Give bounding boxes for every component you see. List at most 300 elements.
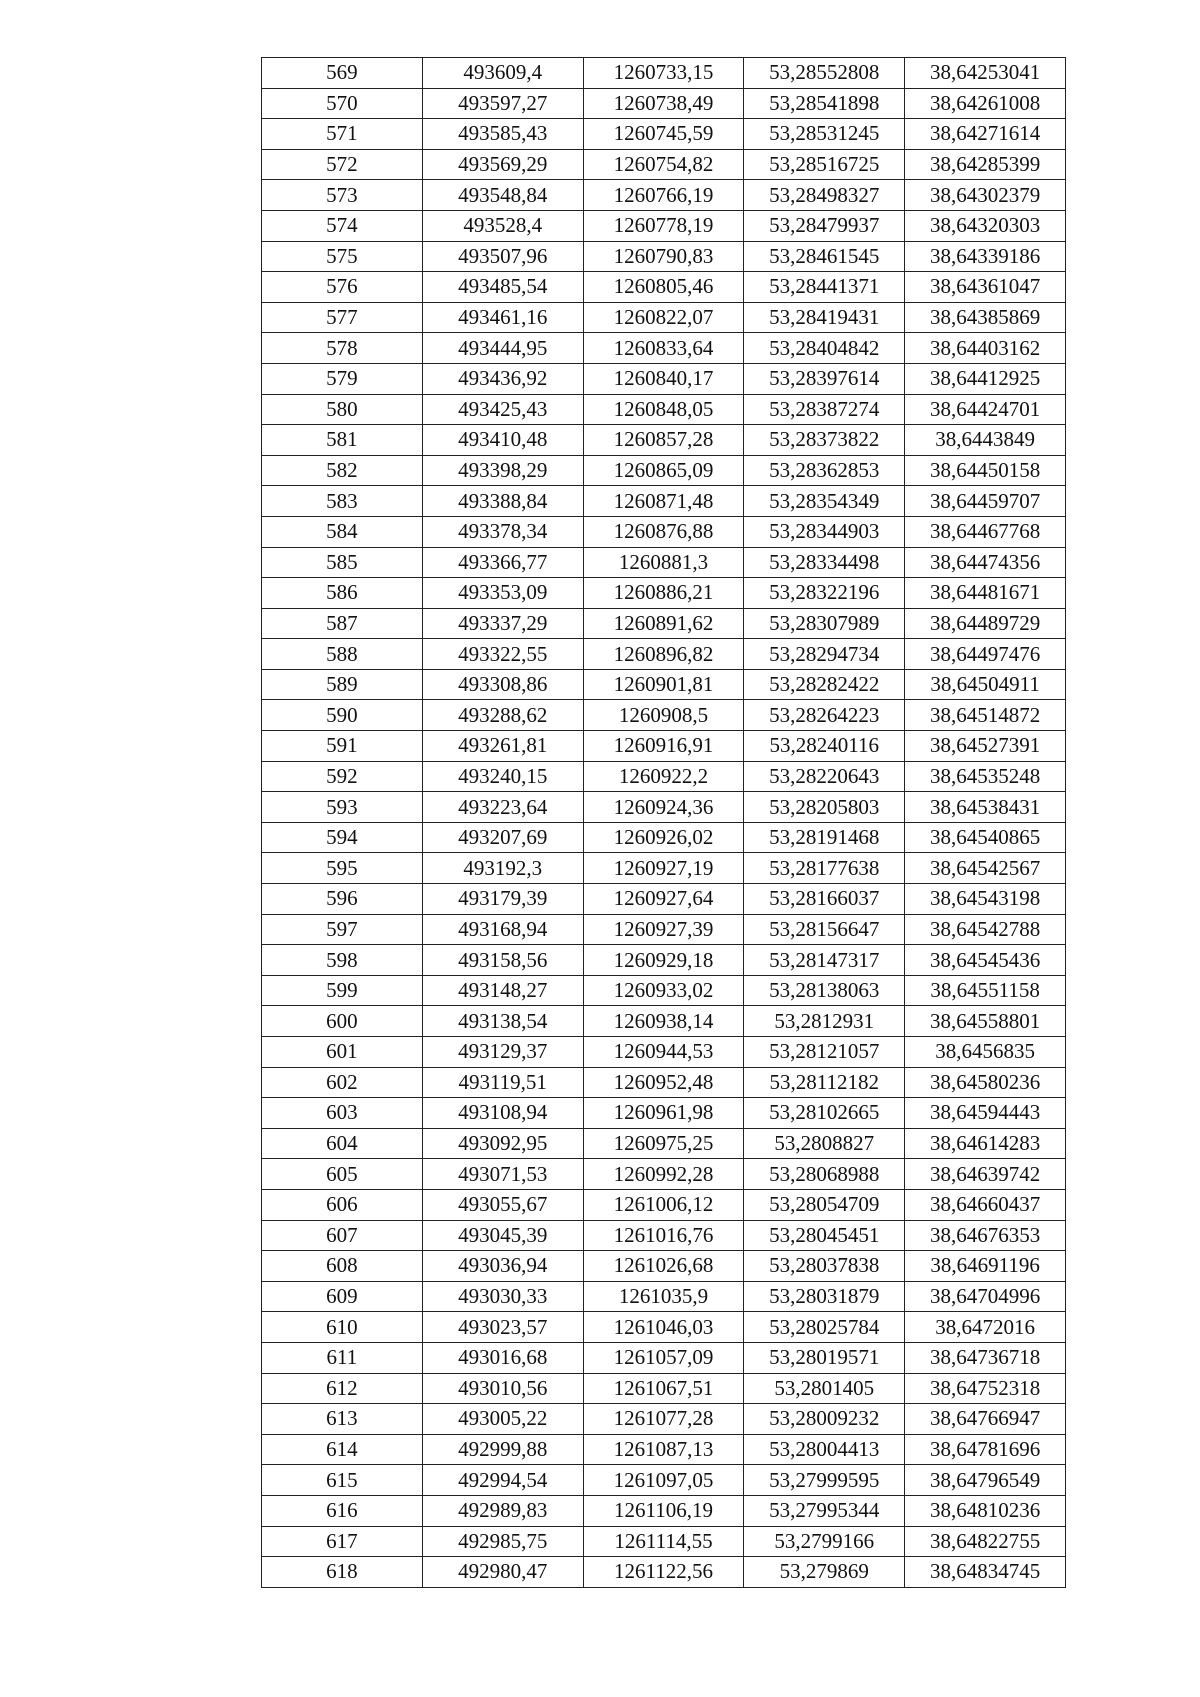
x-coordinate-cell: 493548,84 bbox=[422, 180, 583, 211]
longitude-cell: 38,64545436 bbox=[905, 945, 1066, 976]
longitude-cell: 38,64489729 bbox=[905, 608, 1066, 639]
table-row bbox=[262, 1557, 1066, 1588]
x-coordinate-cell: 493288,62 bbox=[422, 700, 583, 731]
table-row bbox=[262, 1312, 1066, 1343]
x-coordinate-cell: 493207,69 bbox=[422, 822, 583, 853]
table-row bbox=[262, 1189, 1066, 1220]
y-coordinate-cell: 1260790,83 bbox=[583, 241, 744, 272]
y-coordinate-cell: 1260833,64 bbox=[583, 333, 744, 364]
point-number-cell: 576 bbox=[262, 272, 423, 303]
latitude-cell: 53,28419431 bbox=[744, 302, 905, 333]
point-number-cell: 581 bbox=[262, 425, 423, 456]
latitude-cell: 53,28121057 bbox=[744, 1037, 905, 1068]
table-row bbox=[262, 1404, 1066, 1435]
y-coordinate-cell: 1260848,05 bbox=[583, 394, 744, 425]
point-number-cell: 605 bbox=[262, 1159, 423, 1190]
point-number-cell: 585 bbox=[262, 547, 423, 578]
y-coordinate-cell: 1260865,09 bbox=[583, 455, 744, 486]
latitude-cell: 53,28498327 bbox=[744, 180, 905, 211]
latitude-cell: 53,28045451 bbox=[744, 1220, 905, 1251]
longitude-cell: 38,64481671 bbox=[905, 578, 1066, 609]
point-number-cell: 606 bbox=[262, 1189, 423, 1220]
latitude-cell: 53,28019571 bbox=[744, 1342, 905, 1373]
x-coordinate-cell: 493398,29 bbox=[422, 455, 583, 486]
point-number-cell: 618 bbox=[262, 1557, 423, 1588]
x-coordinate-cell: 493023,57 bbox=[422, 1312, 583, 1343]
table-row bbox=[262, 1495, 1066, 1526]
latitude-cell: 53,28516725 bbox=[744, 149, 905, 180]
table-row bbox=[262, 853, 1066, 884]
x-coordinate-cell: 492994,54 bbox=[422, 1465, 583, 1496]
latitude-cell: 53,28240116 bbox=[744, 731, 905, 762]
y-coordinate-cell: 1261122,56 bbox=[583, 1557, 744, 1588]
x-coordinate-cell: 493461,16 bbox=[422, 302, 583, 333]
table-row bbox=[262, 578, 1066, 609]
table-row bbox=[262, 731, 1066, 762]
table-row bbox=[262, 58, 1066, 89]
point-number-cell: 571 bbox=[262, 119, 423, 150]
x-coordinate-cell: 493597,27 bbox=[422, 88, 583, 119]
y-coordinate-cell: 1261057,09 bbox=[583, 1342, 744, 1373]
table-row bbox=[262, 425, 1066, 456]
table-row bbox=[262, 455, 1066, 486]
y-coordinate-cell: 1260871,48 bbox=[583, 486, 744, 517]
latitude-cell: 53,28387274 bbox=[744, 394, 905, 425]
longitude-cell: 38,64676353 bbox=[905, 1220, 1066, 1251]
x-coordinate-cell: 493223,64 bbox=[422, 792, 583, 823]
latitude-cell: 53,28461545 bbox=[744, 241, 905, 272]
table-row bbox=[262, 1037, 1066, 1068]
point-number-cell: 602 bbox=[262, 1067, 423, 1098]
point-number-cell: 582 bbox=[262, 455, 423, 486]
x-coordinate-cell: 493168,94 bbox=[422, 914, 583, 945]
longitude-cell: 38,64385869 bbox=[905, 302, 1066, 333]
latitude-cell: 53,28191468 bbox=[744, 822, 905, 853]
latitude-cell: 53,279869 bbox=[744, 1557, 905, 1588]
latitude-cell: 53,28307989 bbox=[744, 608, 905, 639]
point-number-cell: 599 bbox=[262, 975, 423, 1006]
point-number-cell: 614 bbox=[262, 1434, 423, 1465]
y-coordinate-cell: 1260924,36 bbox=[583, 792, 744, 823]
longitude-cell: 38,64752318 bbox=[905, 1373, 1066, 1404]
latitude-cell: 53,28294734 bbox=[744, 639, 905, 670]
x-coordinate-cell: 493444,95 bbox=[422, 333, 583, 364]
table-row bbox=[262, 394, 1066, 425]
y-coordinate-cell: 1260927,39 bbox=[583, 914, 744, 945]
y-coordinate-cell: 1261106,19 bbox=[583, 1495, 744, 1526]
longitude-cell: 38,64594443 bbox=[905, 1098, 1066, 1129]
coordinates-table-body bbox=[262, 58, 1066, 1588]
x-coordinate-cell: 493410,48 bbox=[422, 425, 583, 456]
latitude-cell: 53,28404842 bbox=[744, 333, 905, 364]
y-coordinate-cell: 1260754,82 bbox=[583, 149, 744, 180]
latitude-cell: 53,27999595 bbox=[744, 1465, 905, 1496]
longitude-cell: 38,64540865 bbox=[905, 822, 1066, 853]
y-coordinate-cell: 1260840,17 bbox=[583, 363, 744, 394]
longitude-cell: 38,64271614 bbox=[905, 119, 1066, 150]
latitude-cell: 53,28264223 bbox=[744, 700, 905, 731]
y-coordinate-cell: 1260766,19 bbox=[583, 180, 744, 211]
point-number-cell: 588 bbox=[262, 639, 423, 670]
table-row bbox=[262, 180, 1066, 211]
y-coordinate-cell: 1260738,49 bbox=[583, 88, 744, 119]
y-coordinate-cell: 1260901,81 bbox=[583, 669, 744, 700]
longitude-cell: 38,6472016 bbox=[905, 1312, 1066, 1343]
y-coordinate-cell: 1260881,3 bbox=[583, 547, 744, 578]
table-row bbox=[262, 149, 1066, 180]
longitude-cell: 38,64285399 bbox=[905, 149, 1066, 180]
table-row bbox=[262, 945, 1066, 976]
x-coordinate-cell: 493366,77 bbox=[422, 547, 583, 578]
y-coordinate-cell: 1261016,76 bbox=[583, 1220, 744, 1251]
x-coordinate-cell: 492989,83 bbox=[422, 1495, 583, 1526]
x-coordinate-cell: 492985,75 bbox=[422, 1526, 583, 1557]
x-coordinate-cell: 493388,84 bbox=[422, 486, 583, 517]
y-coordinate-cell: 1260922,2 bbox=[583, 761, 744, 792]
longitude-cell: 38,64551158 bbox=[905, 975, 1066, 1006]
y-coordinate-cell: 1260908,5 bbox=[583, 700, 744, 731]
x-coordinate-cell: 493179,39 bbox=[422, 884, 583, 915]
latitude-cell: 53,28531245 bbox=[744, 119, 905, 150]
longitude-cell: 38,64412925 bbox=[905, 363, 1066, 394]
table-row bbox=[262, 1251, 1066, 1282]
longitude-cell: 38,64810236 bbox=[905, 1495, 1066, 1526]
table-row bbox=[262, 516, 1066, 547]
x-coordinate-cell: 493045,39 bbox=[422, 1220, 583, 1251]
longitude-cell: 38,64261008 bbox=[905, 88, 1066, 119]
x-coordinate-cell: 493609,4 bbox=[422, 58, 583, 89]
latitude-cell: 53,28031879 bbox=[744, 1281, 905, 1312]
y-coordinate-cell: 1260927,19 bbox=[583, 853, 744, 884]
point-number-cell: 613 bbox=[262, 1404, 423, 1435]
point-number-cell: 586 bbox=[262, 578, 423, 609]
longitude-cell: 38,64302379 bbox=[905, 180, 1066, 211]
x-coordinate-cell: 493337,29 bbox=[422, 608, 583, 639]
point-number-cell: 583 bbox=[262, 486, 423, 517]
x-coordinate-cell: 493119,51 bbox=[422, 1067, 583, 1098]
longitude-cell: 38,6456835 bbox=[905, 1037, 1066, 1068]
longitude-cell: 38,64639742 bbox=[905, 1159, 1066, 1190]
table-row bbox=[262, 1465, 1066, 1496]
x-coordinate-cell: 493485,54 bbox=[422, 272, 583, 303]
table-row bbox=[262, 914, 1066, 945]
x-coordinate-cell: 493138,54 bbox=[422, 1006, 583, 1037]
x-coordinate-cell: 493528,4 bbox=[422, 210, 583, 241]
y-coordinate-cell: 1260805,46 bbox=[583, 272, 744, 303]
x-coordinate-cell: 492980,47 bbox=[422, 1557, 583, 1588]
x-coordinate-cell: 493071,53 bbox=[422, 1159, 583, 1190]
x-coordinate-cell: 493378,34 bbox=[422, 516, 583, 547]
latitude-cell: 53,28138063 bbox=[744, 975, 905, 1006]
y-coordinate-cell: 1260745,59 bbox=[583, 119, 744, 150]
latitude-cell: 53,28322196 bbox=[744, 578, 905, 609]
point-number-cell: 603 bbox=[262, 1098, 423, 1129]
y-coordinate-cell: 1261114,55 bbox=[583, 1526, 744, 1557]
latitude-cell: 53,28362853 bbox=[744, 455, 905, 486]
latitude-cell: 53,28004413 bbox=[744, 1434, 905, 1465]
table-row bbox=[262, 822, 1066, 853]
x-coordinate-cell: 493108,94 bbox=[422, 1098, 583, 1129]
table-row bbox=[262, 486, 1066, 517]
latitude-cell: 53,28025784 bbox=[744, 1312, 905, 1343]
point-number-cell: 598 bbox=[262, 945, 423, 976]
table-row bbox=[262, 1373, 1066, 1404]
longitude-cell: 38,64467768 bbox=[905, 516, 1066, 547]
latitude-cell: 53,28102665 bbox=[744, 1098, 905, 1129]
latitude-cell: 53,2812931 bbox=[744, 1006, 905, 1037]
latitude-cell: 53,28156647 bbox=[744, 914, 905, 945]
x-coordinate-cell: 493585,43 bbox=[422, 119, 583, 150]
table-row bbox=[262, 119, 1066, 150]
point-number-cell: 617 bbox=[262, 1526, 423, 1557]
x-coordinate-cell: 493055,67 bbox=[422, 1189, 583, 1220]
x-coordinate-cell: 493240,15 bbox=[422, 761, 583, 792]
longitude-cell: 38,64614283 bbox=[905, 1128, 1066, 1159]
y-coordinate-cell: 1261046,03 bbox=[583, 1312, 744, 1343]
latitude-cell: 53,28441371 bbox=[744, 272, 905, 303]
table-row bbox=[262, 1281, 1066, 1312]
y-coordinate-cell: 1260891,62 bbox=[583, 608, 744, 639]
x-coordinate-cell: 493507,96 bbox=[422, 241, 583, 272]
table-row bbox=[262, 1098, 1066, 1129]
table-row bbox=[262, 1526, 1066, 1557]
longitude-cell: 38,64542788 bbox=[905, 914, 1066, 945]
point-number-cell: 579 bbox=[262, 363, 423, 394]
coordinates-table bbox=[261, 57, 1066, 1588]
latitude-cell: 53,28334498 bbox=[744, 547, 905, 578]
point-number-cell: 612 bbox=[262, 1373, 423, 1404]
y-coordinate-cell: 1260896,82 bbox=[583, 639, 744, 670]
point-number-cell: 593 bbox=[262, 792, 423, 823]
longitude-cell: 38,64459707 bbox=[905, 486, 1066, 517]
longitude-cell: 38,64736718 bbox=[905, 1342, 1066, 1373]
latitude-cell: 53,2801405 bbox=[744, 1373, 905, 1404]
y-coordinate-cell: 1260857,28 bbox=[583, 425, 744, 456]
latitude-cell: 53,28054709 bbox=[744, 1189, 905, 1220]
y-coordinate-cell: 1260952,48 bbox=[583, 1067, 744, 1098]
y-coordinate-cell: 1260778,19 bbox=[583, 210, 744, 241]
point-number-cell: 591 bbox=[262, 731, 423, 762]
longitude-cell: 38,64543198 bbox=[905, 884, 1066, 915]
y-coordinate-cell: 1260733,15 bbox=[583, 58, 744, 89]
point-number-cell: 600 bbox=[262, 1006, 423, 1037]
y-coordinate-cell: 1260944,53 bbox=[583, 1037, 744, 1068]
point-number-cell: 596 bbox=[262, 884, 423, 915]
point-number-cell: 569 bbox=[262, 58, 423, 89]
table-row bbox=[262, 792, 1066, 823]
point-number-cell: 609 bbox=[262, 1281, 423, 1312]
x-coordinate-cell: 493308,86 bbox=[422, 669, 583, 700]
y-coordinate-cell: 1260822,07 bbox=[583, 302, 744, 333]
latitude-cell: 53,28147317 bbox=[744, 945, 905, 976]
x-coordinate-cell: 493036,94 bbox=[422, 1251, 583, 1282]
latitude-cell: 53,28205803 bbox=[744, 792, 905, 823]
table-row bbox=[262, 333, 1066, 364]
latitude-cell: 53,2799166 bbox=[744, 1526, 905, 1557]
latitude-cell: 53,28009232 bbox=[744, 1404, 905, 1435]
longitude-cell: 38,64497476 bbox=[905, 639, 1066, 670]
y-coordinate-cell: 1261087,13 bbox=[583, 1434, 744, 1465]
point-number-cell: 595 bbox=[262, 853, 423, 884]
point-number-cell: 577 bbox=[262, 302, 423, 333]
y-coordinate-cell: 1260886,21 bbox=[583, 578, 744, 609]
latitude-cell: 53,28166037 bbox=[744, 884, 905, 915]
point-number-cell: 575 bbox=[262, 241, 423, 272]
longitude-cell: 38,64403162 bbox=[905, 333, 1066, 364]
x-coordinate-cell: 493261,81 bbox=[422, 731, 583, 762]
x-coordinate-cell: 493353,09 bbox=[422, 578, 583, 609]
y-coordinate-cell: 1260916,91 bbox=[583, 731, 744, 762]
y-coordinate-cell: 1261097,05 bbox=[583, 1465, 744, 1496]
x-coordinate-cell: 493322,55 bbox=[422, 639, 583, 670]
point-number-cell: 570 bbox=[262, 88, 423, 119]
table-row bbox=[262, 1128, 1066, 1159]
table-row bbox=[262, 1159, 1066, 1190]
table-row bbox=[262, 210, 1066, 241]
point-number-cell: 590 bbox=[262, 700, 423, 731]
y-coordinate-cell: 1260876,88 bbox=[583, 516, 744, 547]
table-row bbox=[262, 700, 1066, 731]
longitude-cell: 38,64474356 bbox=[905, 547, 1066, 578]
longitude-cell: 38,64580236 bbox=[905, 1067, 1066, 1098]
longitude-cell: 38,64542567 bbox=[905, 853, 1066, 884]
y-coordinate-cell: 1260926,02 bbox=[583, 822, 744, 853]
point-number-cell: 616 bbox=[262, 1495, 423, 1526]
longitude-cell: 38,64361047 bbox=[905, 272, 1066, 303]
table-row bbox=[262, 547, 1066, 578]
point-number-cell: 607 bbox=[262, 1220, 423, 1251]
table-row bbox=[262, 608, 1066, 639]
x-coordinate-cell: 493016,68 bbox=[422, 1342, 583, 1373]
point-number-cell: 608 bbox=[262, 1251, 423, 1282]
point-number-cell: 572 bbox=[262, 149, 423, 180]
x-coordinate-cell: 493158,56 bbox=[422, 945, 583, 976]
x-coordinate-cell: 492999,88 bbox=[422, 1434, 583, 1465]
table-row bbox=[262, 88, 1066, 119]
x-coordinate-cell: 493436,92 bbox=[422, 363, 583, 394]
table-row bbox=[262, 241, 1066, 272]
table-row bbox=[262, 639, 1066, 670]
table-row bbox=[262, 884, 1066, 915]
table-row bbox=[262, 669, 1066, 700]
longitude-cell: 38,64558801 bbox=[905, 1006, 1066, 1037]
x-coordinate-cell: 493005,22 bbox=[422, 1404, 583, 1435]
point-number-cell: 587 bbox=[262, 608, 423, 639]
longitude-cell: 38,64504911 bbox=[905, 669, 1066, 700]
table-row bbox=[262, 975, 1066, 1006]
latitude-cell: 53,28479937 bbox=[744, 210, 905, 241]
point-number-cell: 578 bbox=[262, 333, 423, 364]
longitude-cell: 38,64834745 bbox=[905, 1557, 1066, 1588]
latitude-cell: 53,28354349 bbox=[744, 486, 905, 517]
table-row bbox=[262, 1220, 1066, 1251]
y-coordinate-cell: 1260961,98 bbox=[583, 1098, 744, 1129]
longitude-cell: 38,64660437 bbox=[905, 1189, 1066, 1220]
x-coordinate-cell: 493569,29 bbox=[422, 149, 583, 180]
x-coordinate-cell: 493148,27 bbox=[422, 975, 583, 1006]
point-number-cell: 594 bbox=[262, 822, 423, 853]
longitude-cell: 38,64514872 bbox=[905, 700, 1066, 731]
longitude-cell: 38,64704996 bbox=[905, 1281, 1066, 1312]
point-number-cell: 573 bbox=[262, 180, 423, 211]
latitude-cell: 53,27995344 bbox=[744, 1495, 905, 1526]
point-number-cell: 597 bbox=[262, 914, 423, 945]
latitude-cell: 53,28112182 bbox=[744, 1067, 905, 1098]
table-row bbox=[262, 1006, 1066, 1037]
x-coordinate-cell: 493092,95 bbox=[422, 1128, 583, 1159]
latitude-cell: 53,28397614 bbox=[744, 363, 905, 394]
point-number-cell: 601 bbox=[262, 1037, 423, 1068]
latitude-cell: 53,2808827 bbox=[744, 1128, 905, 1159]
point-number-cell: 592 bbox=[262, 761, 423, 792]
longitude-cell: 38,64796549 bbox=[905, 1465, 1066, 1496]
y-coordinate-cell: 1260938,14 bbox=[583, 1006, 744, 1037]
point-number-cell: 580 bbox=[262, 394, 423, 425]
point-number-cell: 584 bbox=[262, 516, 423, 547]
latitude-cell: 53,28373822 bbox=[744, 425, 905, 456]
table-row bbox=[262, 302, 1066, 333]
x-coordinate-cell: 493192,3 bbox=[422, 853, 583, 884]
x-coordinate-cell: 493030,33 bbox=[422, 1281, 583, 1312]
latitude-cell: 53,28220643 bbox=[744, 761, 905, 792]
y-coordinate-cell: 1261077,28 bbox=[583, 1404, 744, 1435]
x-coordinate-cell: 493129,37 bbox=[422, 1037, 583, 1068]
longitude-cell: 38,64424701 bbox=[905, 394, 1066, 425]
longitude-cell: 38,64691196 bbox=[905, 1251, 1066, 1282]
latitude-cell: 53,28344903 bbox=[744, 516, 905, 547]
longitude-cell: 38,64253041 bbox=[905, 58, 1066, 89]
longitude-cell: 38,64535248 bbox=[905, 761, 1066, 792]
y-coordinate-cell: 1261026,68 bbox=[583, 1251, 744, 1282]
y-coordinate-cell: 1260975,25 bbox=[583, 1128, 744, 1159]
latitude-cell: 53,28068988 bbox=[744, 1159, 905, 1190]
longitude-cell: 38,64339186 bbox=[905, 241, 1066, 272]
y-coordinate-cell: 1261006,12 bbox=[583, 1189, 744, 1220]
table-row bbox=[262, 363, 1066, 394]
point-number-cell: 610 bbox=[262, 1312, 423, 1343]
longitude-cell: 38,64766947 bbox=[905, 1404, 1066, 1435]
point-number-cell: 574 bbox=[262, 210, 423, 241]
longitude-cell: 38,64527391 bbox=[905, 731, 1066, 762]
longitude-cell: 38,64320303 bbox=[905, 210, 1066, 241]
y-coordinate-cell: 1260929,18 bbox=[583, 945, 744, 976]
point-number-cell: 604 bbox=[262, 1128, 423, 1159]
point-number-cell: 615 bbox=[262, 1465, 423, 1496]
table-row bbox=[262, 1434, 1066, 1465]
y-coordinate-cell: 1260992,28 bbox=[583, 1159, 744, 1190]
x-coordinate-cell: 493425,43 bbox=[422, 394, 583, 425]
y-coordinate-cell: 1261067,51 bbox=[583, 1373, 744, 1404]
latitude-cell: 53,28552808 bbox=[744, 58, 905, 89]
latitude-cell: 53,28541898 bbox=[744, 88, 905, 119]
point-number-cell: 611 bbox=[262, 1342, 423, 1373]
y-coordinate-cell: 1260933,02 bbox=[583, 975, 744, 1006]
longitude-cell: 38,64450158 bbox=[905, 455, 1066, 486]
y-coordinate-cell: 1260927,64 bbox=[583, 884, 744, 915]
point-number-cell: 589 bbox=[262, 669, 423, 700]
longitude-cell: 38,6443849 bbox=[905, 425, 1066, 456]
table-row bbox=[262, 1067, 1066, 1098]
table-row bbox=[262, 761, 1066, 792]
y-coordinate-cell: 1261035,9 bbox=[583, 1281, 744, 1312]
x-coordinate-cell: 493010,56 bbox=[422, 1373, 583, 1404]
latitude-cell: 53,28282422 bbox=[744, 669, 905, 700]
table-row bbox=[262, 272, 1066, 303]
table-row bbox=[262, 1342, 1066, 1373]
latitude-cell: 53,28177638 bbox=[744, 853, 905, 884]
longitude-cell: 38,64781696 bbox=[905, 1434, 1066, 1465]
longitude-cell: 38,64538431 bbox=[905, 792, 1066, 823]
